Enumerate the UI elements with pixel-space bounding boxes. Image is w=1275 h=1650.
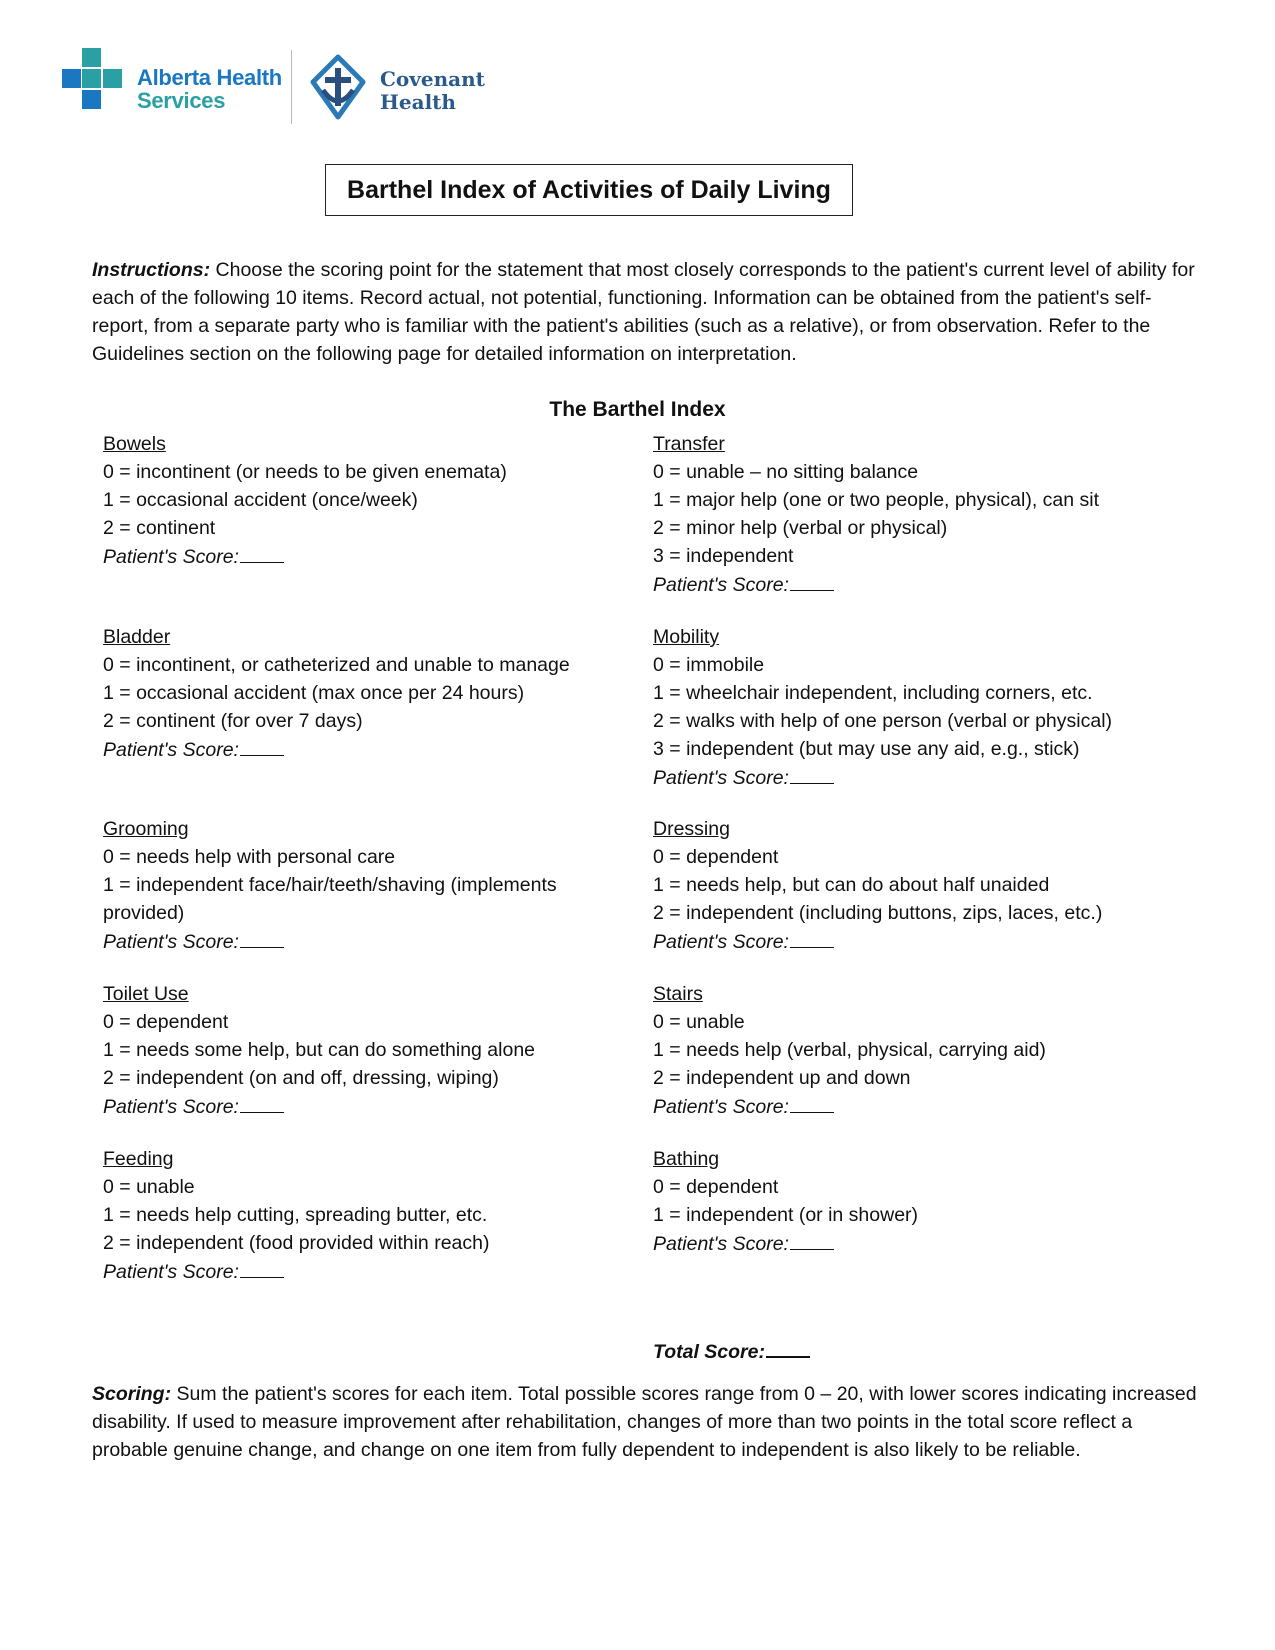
item-option: 2 = continent <box>103 517 216 539</box>
item-option: 2 = minor help (verbal or physical) <box>653 517 948 539</box>
item-heading: Toilet Use <box>103 983 189 1005</box>
item-option: 0 = dependent <box>653 846 779 868</box>
item-option: 1 = occasional accident (max once per 24 hours) <box>103 682 525 704</box>
item-option: 1 = needs help, but can do about half unaided <box>653 874 1050 896</box>
covenant-wordmark-line1: Covenant <box>380 67 485 91</box>
score-blank[interactable] <box>240 735 284 756</box>
score-label: Patient's Score: <box>103 739 239 761</box>
item-heading: Bowels <box>103 433 166 455</box>
score-label: Patient's Score: <box>653 767 789 789</box>
item-option: 3 = independent (but may use any aid, e.g., stick) <box>653 738 1080 760</box>
scoring-lead: Scoring: <box>92 1383 172 1405</box>
patient-score-field[interactable] <box>103 542 643 571</box>
score-blank[interactable] <box>240 927 284 948</box>
score-blank[interactable] <box>790 1229 834 1250</box>
item-heading: Grooming <box>103 818 189 840</box>
score-label: Patient's Score: <box>103 1261 239 1283</box>
item-option: 1 = needs help cutting, spreading butter, etc. <box>103 1204 488 1226</box>
score-blank[interactable] <box>790 570 834 591</box>
instructions-lead: Instructions: <box>92 259 211 281</box>
item-heading: Stairs <box>653 983 703 1005</box>
item-dressing <box>653 815 1193 956</box>
patient-score-field[interactable] <box>653 570 1193 599</box>
item-mobility <box>653 623 1193 792</box>
patient-score-field[interactable] <box>653 1092 1193 1121</box>
item-option: 2 = independent up and down <box>653 1067 911 1089</box>
item-heading: Dressing <box>653 818 730 840</box>
item-option: 0 = dependent <box>103 1011 229 1033</box>
item-option: 2 = independent (on and off, dressing, wiping) <box>103 1067 499 1089</box>
patient-score-field[interactable] <box>103 1092 643 1121</box>
item-feeding <box>103 1145 643 1286</box>
item-heading: Bathing <box>653 1148 720 1170</box>
item-option: 3 = independent <box>653 545 794 567</box>
ahs-wordmark-line2: Services <box>137 88 226 113</box>
ahs-cross-logo-icon <box>62 48 124 112</box>
score-blank[interactable] <box>790 763 834 784</box>
score-blank[interactable] <box>240 542 284 563</box>
patient-score-field[interactable] <box>103 1257 643 1286</box>
score-blank[interactable] <box>240 1092 284 1113</box>
score-label: Patient's Score: <box>103 1096 239 1118</box>
item-option: 0 = unable – no sitting balance <box>653 461 919 483</box>
logo-divider <box>291 50 292 124</box>
scoring-paragraph <box>92 1380 1202 1464</box>
patient-score-field[interactable] <box>653 763 1193 792</box>
item-option: 0 = unable <box>103 1176 195 1198</box>
score-label: Patient's Score: <box>653 1096 789 1118</box>
item-bowels <box>103 430 643 571</box>
patient-score-field[interactable] <box>653 1229 1193 1258</box>
item-option: 1 = needs some help, but can do something alone <box>103 1039 536 1061</box>
total-score-field[interactable] <box>653 1336 810 1366</box>
patient-score-field[interactable] <box>653 927 1193 956</box>
item-option: 0 = incontinent, or catheterized and unable to manage <box>103 654 570 676</box>
item-grooming <box>103 815 643 956</box>
score-blank[interactable] <box>790 1092 834 1113</box>
item-heading: Bladder <box>103 626 171 648</box>
item-option: 1 = major help (one or two people, physical), can sit <box>653 489 1100 511</box>
item-heading: Mobility <box>653 626 720 648</box>
patient-score-field[interactable] <box>103 735 643 764</box>
total-score-blank[interactable] <box>766 1336 810 1358</box>
covenant-wordmark <box>380 68 485 114</box>
item-transfer <box>653 430 1193 599</box>
score-label: Patient's Score: <box>653 1233 789 1255</box>
item-option: 2 = continent (for over 7 days) <box>103 710 363 732</box>
item-option: 0 = immobile <box>653 654 765 676</box>
item-option: 0 = incontinent (or needs to be given enemata) <box>103 461 507 483</box>
covenant-anchor-logo-icon <box>310 54 366 120</box>
logo-header <box>62 48 485 124</box>
ahs-wordmark <box>137 66 282 112</box>
section-subtitle: The Barthel Index <box>549 398 726 421</box>
scoring-text: Sum the patient's scores for each item. Total possible scores range from 0 – 20, with lower scores indicating increased disability. If used to measure improvement after rehabilitation, changes of more than two points in the total score reflect a probable genuine change, and change on one item from fully dependent to independent is also likely to be reliable. <box>92 1383 1197 1461</box>
item-option: 2 = walks with help of one person (verbal or physical) <box>653 710 1113 732</box>
item-heading: Transfer <box>653 433 725 455</box>
item-option: 1 = independent face/hair/teeth/shaving (implements provided) <box>103 874 557 924</box>
instructions-paragraph <box>92 256 1202 368</box>
item-toilet-use <box>103 980 643 1121</box>
item-bathing <box>653 1145 1193 1258</box>
covenant-wordmark-line2: Health <box>380 90 456 114</box>
item-option: 2 = independent (food provided within reach) <box>103 1232 490 1254</box>
item-option: 0 = unable <box>653 1011 745 1033</box>
document-title: Barthel Index of Activities of Daily Living <box>325 164 853 216</box>
instructions-text: Choose the scoring point for the statement that most closely corresponds to the patient's current level of ability for each of the following 10 items. Record actual, not potential, functioning. Information can be obtained from the patient's self-report, from a separate party who is familiar with the patient's abilities (such as a relative), or from observation. Refer to the Guidelines section on the following page for detailed information on interpretation. <box>92 259 1195 365</box>
item-option: 0 = dependent <box>653 1176 779 1198</box>
patient-score-field[interactable] <box>103 927 643 956</box>
score-label: Patient's Score: <box>653 931 789 953</box>
score-blank[interactable] <box>240 1257 284 1278</box>
item-option: 1 = independent (or in shower) <box>653 1204 919 1226</box>
score-label: Patient's Score: <box>103 931 239 953</box>
item-option: 1 = needs help (verbal, physical, carrying aid) <box>653 1039 1046 1061</box>
item-option: 1 = wheelchair independent, including corners, etc. <box>653 682 1093 704</box>
score-label: Patient's Score: <box>103 546 239 568</box>
item-option: 0 = needs help with personal care <box>103 846 396 868</box>
item-heading: Feeding <box>103 1148 174 1170</box>
item-option: 1 = occasional accident (once/week) <box>103 489 418 511</box>
score-label: Patient's Score: <box>653 574 789 596</box>
item-bladder <box>103 623 643 764</box>
score-blank[interactable] <box>790 927 834 948</box>
total-score-label: Total Score: <box>653 1341 765 1363</box>
item-stairs <box>653 980 1193 1121</box>
ahs-wordmark-line1: Alberta Health <box>137 65 282 90</box>
item-option: 2 = independent (including buttons, zips, laces, etc.) <box>653 902 1103 924</box>
